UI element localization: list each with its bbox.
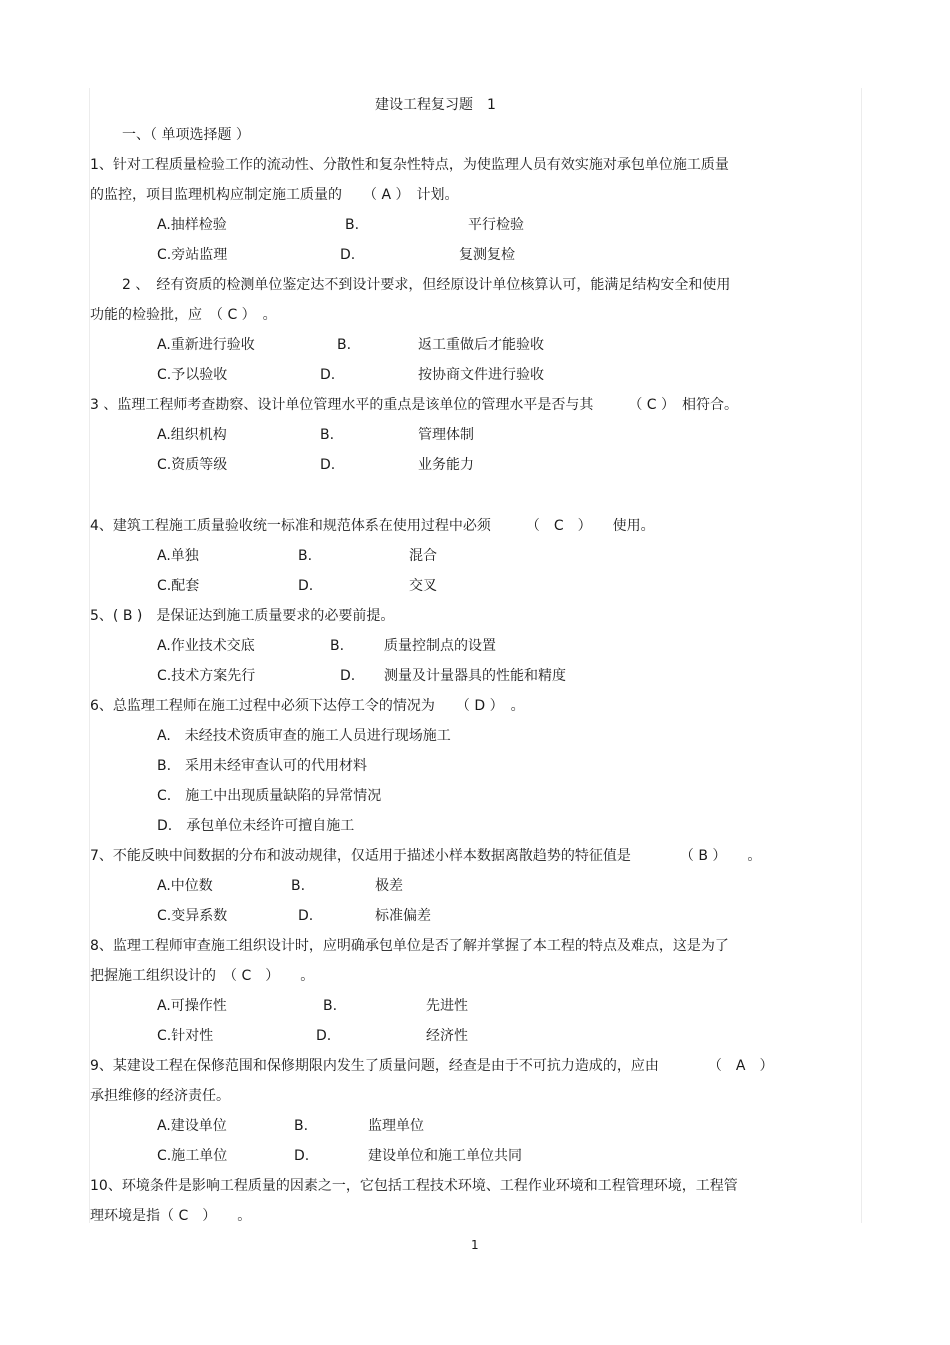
- q1-option-c: C.旁站监理: [157, 247, 228, 263]
- page-number: 1: [471, 1238, 479, 1252]
- question-2-line-1: 2 、 经有资质的检测单位鉴定达不到设计要求，但经原设计单位核算认可，能满足结构安全和使用: [122, 277, 731, 293]
- question-1-line-1: 1、针对工程质量检验工作的流动性、分散性和复杂性特点，为使监理人员有效实施对承包单位施工质量: [90, 157, 729, 173]
- q7-option-a: A.中位数: [157, 878, 213, 894]
- q1-option-d-letter: D.: [340, 247, 356, 263]
- question-9-line-1: 9、某建设工程在保修范围和保修期限内发生了质量问题，经查是由于不可抗力造成的，应由 （ A ）: [90, 1058, 774, 1074]
- question-9-line-2: 承担维修的经济责任。: [90, 1088, 230, 1104]
- question-5-line-1: 5、( B ) 是保证达到施工质量要求的必要前提。: [90, 608, 395, 624]
- question-10-line-1: 10、环境条件是影响工程质量的因素之一，它包括工程技术环境、工程作业环境和工程管理环境，工程管: [90, 1178, 738, 1194]
- q4-option-a: A.单独: [157, 548, 199, 564]
- q7-option-c: C.变异系数: [157, 908, 228, 924]
- q6-option-c: C. 施工中出现质量缺陷的异常情况: [157, 788, 382, 804]
- question-10-line-2: 理环境是指（ C ） 。: [90, 1208, 252, 1224]
- q9-option-b-letter: B.: [294, 1118, 309, 1134]
- q2-option-d-letter: D.: [320, 367, 336, 383]
- right-margin-line: [861, 88, 862, 1223]
- q4-option-b-letter: B.: [298, 548, 313, 564]
- q9-option-c: C.施工单位: [157, 1148, 228, 1164]
- question-1-line-2: 的监控，项目监理机构应制定施工质量的 （ A ） 计划。: [90, 187, 459, 203]
- q5-option-d-letter: D.: [340, 668, 356, 684]
- section-heading: 一、（ 单项选择题 ）: [122, 127, 250, 143]
- q5-option-c: C.技术方案先行: [157, 668, 256, 684]
- q5-option-a: A.作业技术交底: [157, 638, 255, 654]
- q1-option-a: A.抽样检验: [157, 217, 227, 233]
- question-8-line-2: 把握施工组织设计的 （ C ） 。: [90, 968, 315, 984]
- q4-option-d: 交叉: [409, 578, 437, 594]
- q4-option-c: C.配套: [157, 578, 200, 594]
- q3-option-b-letter: B.: [320, 427, 335, 443]
- q8-option-b: 先进性: [426, 998, 468, 1014]
- left-margin-line: [89, 88, 90, 1223]
- q3-option-b: 管理体制: [418, 427, 474, 443]
- q7-option-b-letter: B.: [291, 878, 306, 894]
- question-6-line-1: 6、总监理工程师在施工过程中必须下达停工令的情况为 （ D ） 。: [90, 698, 525, 714]
- q8-option-a: A.可操作性: [157, 998, 227, 1014]
- q6-option-a: A. 未经技术资质审查的施工人员进行现场施工: [157, 728, 451, 744]
- q3-option-d-letter: D.: [320, 457, 336, 473]
- q8-option-d-letter: D.: [316, 1028, 332, 1044]
- q2-option-c: C.予以验收: [157, 367, 228, 383]
- q8-option-d: 经济性: [426, 1028, 468, 1044]
- q8-option-b-letter: B.: [323, 998, 338, 1014]
- q4-option-d-letter: D.: [298, 578, 314, 594]
- q7-option-d-letter: D.: [298, 908, 314, 924]
- q5-option-b-letter: B.: [330, 638, 345, 654]
- q1-option-d: 复测复检: [459, 247, 515, 263]
- q5-option-b: 质量控制点的设置: [384, 638, 496, 654]
- q9-option-d-letter: D.: [294, 1148, 310, 1164]
- q5-option-d: 测量及计量器具的性能和精度: [384, 668, 566, 684]
- q6-option-b: B. 采用未经审查认可的代用材料: [157, 758, 368, 774]
- q9-option-a: A.建设单位: [157, 1118, 227, 1134]
- question-7-line-1: 7、不能反映中间数据的分布和波动规律，仅适用于描述小样本数据离散趋势的特征值是 （ B ） 。: [90, 848, 762, 864]
- question-3-line-1: 3 、监理工程师考查勘察、设计单位管理水平的重点是该单位的管理水平是否与其 （ C ） 相符合。: [90, 397, 739, 413]
- page-title: 建设工程复习题 1: [375, 97, 496, 113]
- q2-option-a: A.重新进行验收: [157, 337, 255, 353]
- q1-option-b: 平行检验: [468, 217, 524, 233]
- question-2-line-2: 功能的检验批，应 （ C ） 。: [90, 307, 277, 323]
- q3-option-d: 业务能力: [418, 457, 474, 473]
- q3-option-c: C.资质等级: [157, 457, 228, 473]
- q1-option-b-letter: B.: [345, 217, 360, 233]
- question-8-line-1: 8、监理工程师审查施工组织设计时，应明确承包单位是否了解并掌握了本工程的特点及难点，这是为了: [90, 938, 729, 954]
- q3-option-a: A.组织机构: [157, 427, 227, 443]
- q9-option-b: 监理单位: [368, 1118, 424, 1134]
- q2-option-d: 按协商文件进行验收: [418, 367, 544, 383]
- q4-option-b: 混合: [409, 548, 437, 564]
- q9-option-d: 建设单位和施工单位共同: [368, 1148, 522, 1164]
- q2-option-b-letter: B.: [337, 337, 352, 353]
- q8-option-c: C.针对性: [157, 1028, 214, 1044]
- q7-option-d: 标准偏差: [375, 908, 431, 924]
- q2-option-b: 返工重做后才能验收: [418, 337, 544, 353]
- q6-option-d: D. 承包单位未经许可擅自施工: [157, 818, 355, 834]
- q7-option-b: 极差: [375, 878, 403, 894]
- question-4-line-1: 4、建筑工程施工质量验收统一标准和规范体系在使用过程中必须 （ C ） 使用。: [90, 518, 655, 534]
